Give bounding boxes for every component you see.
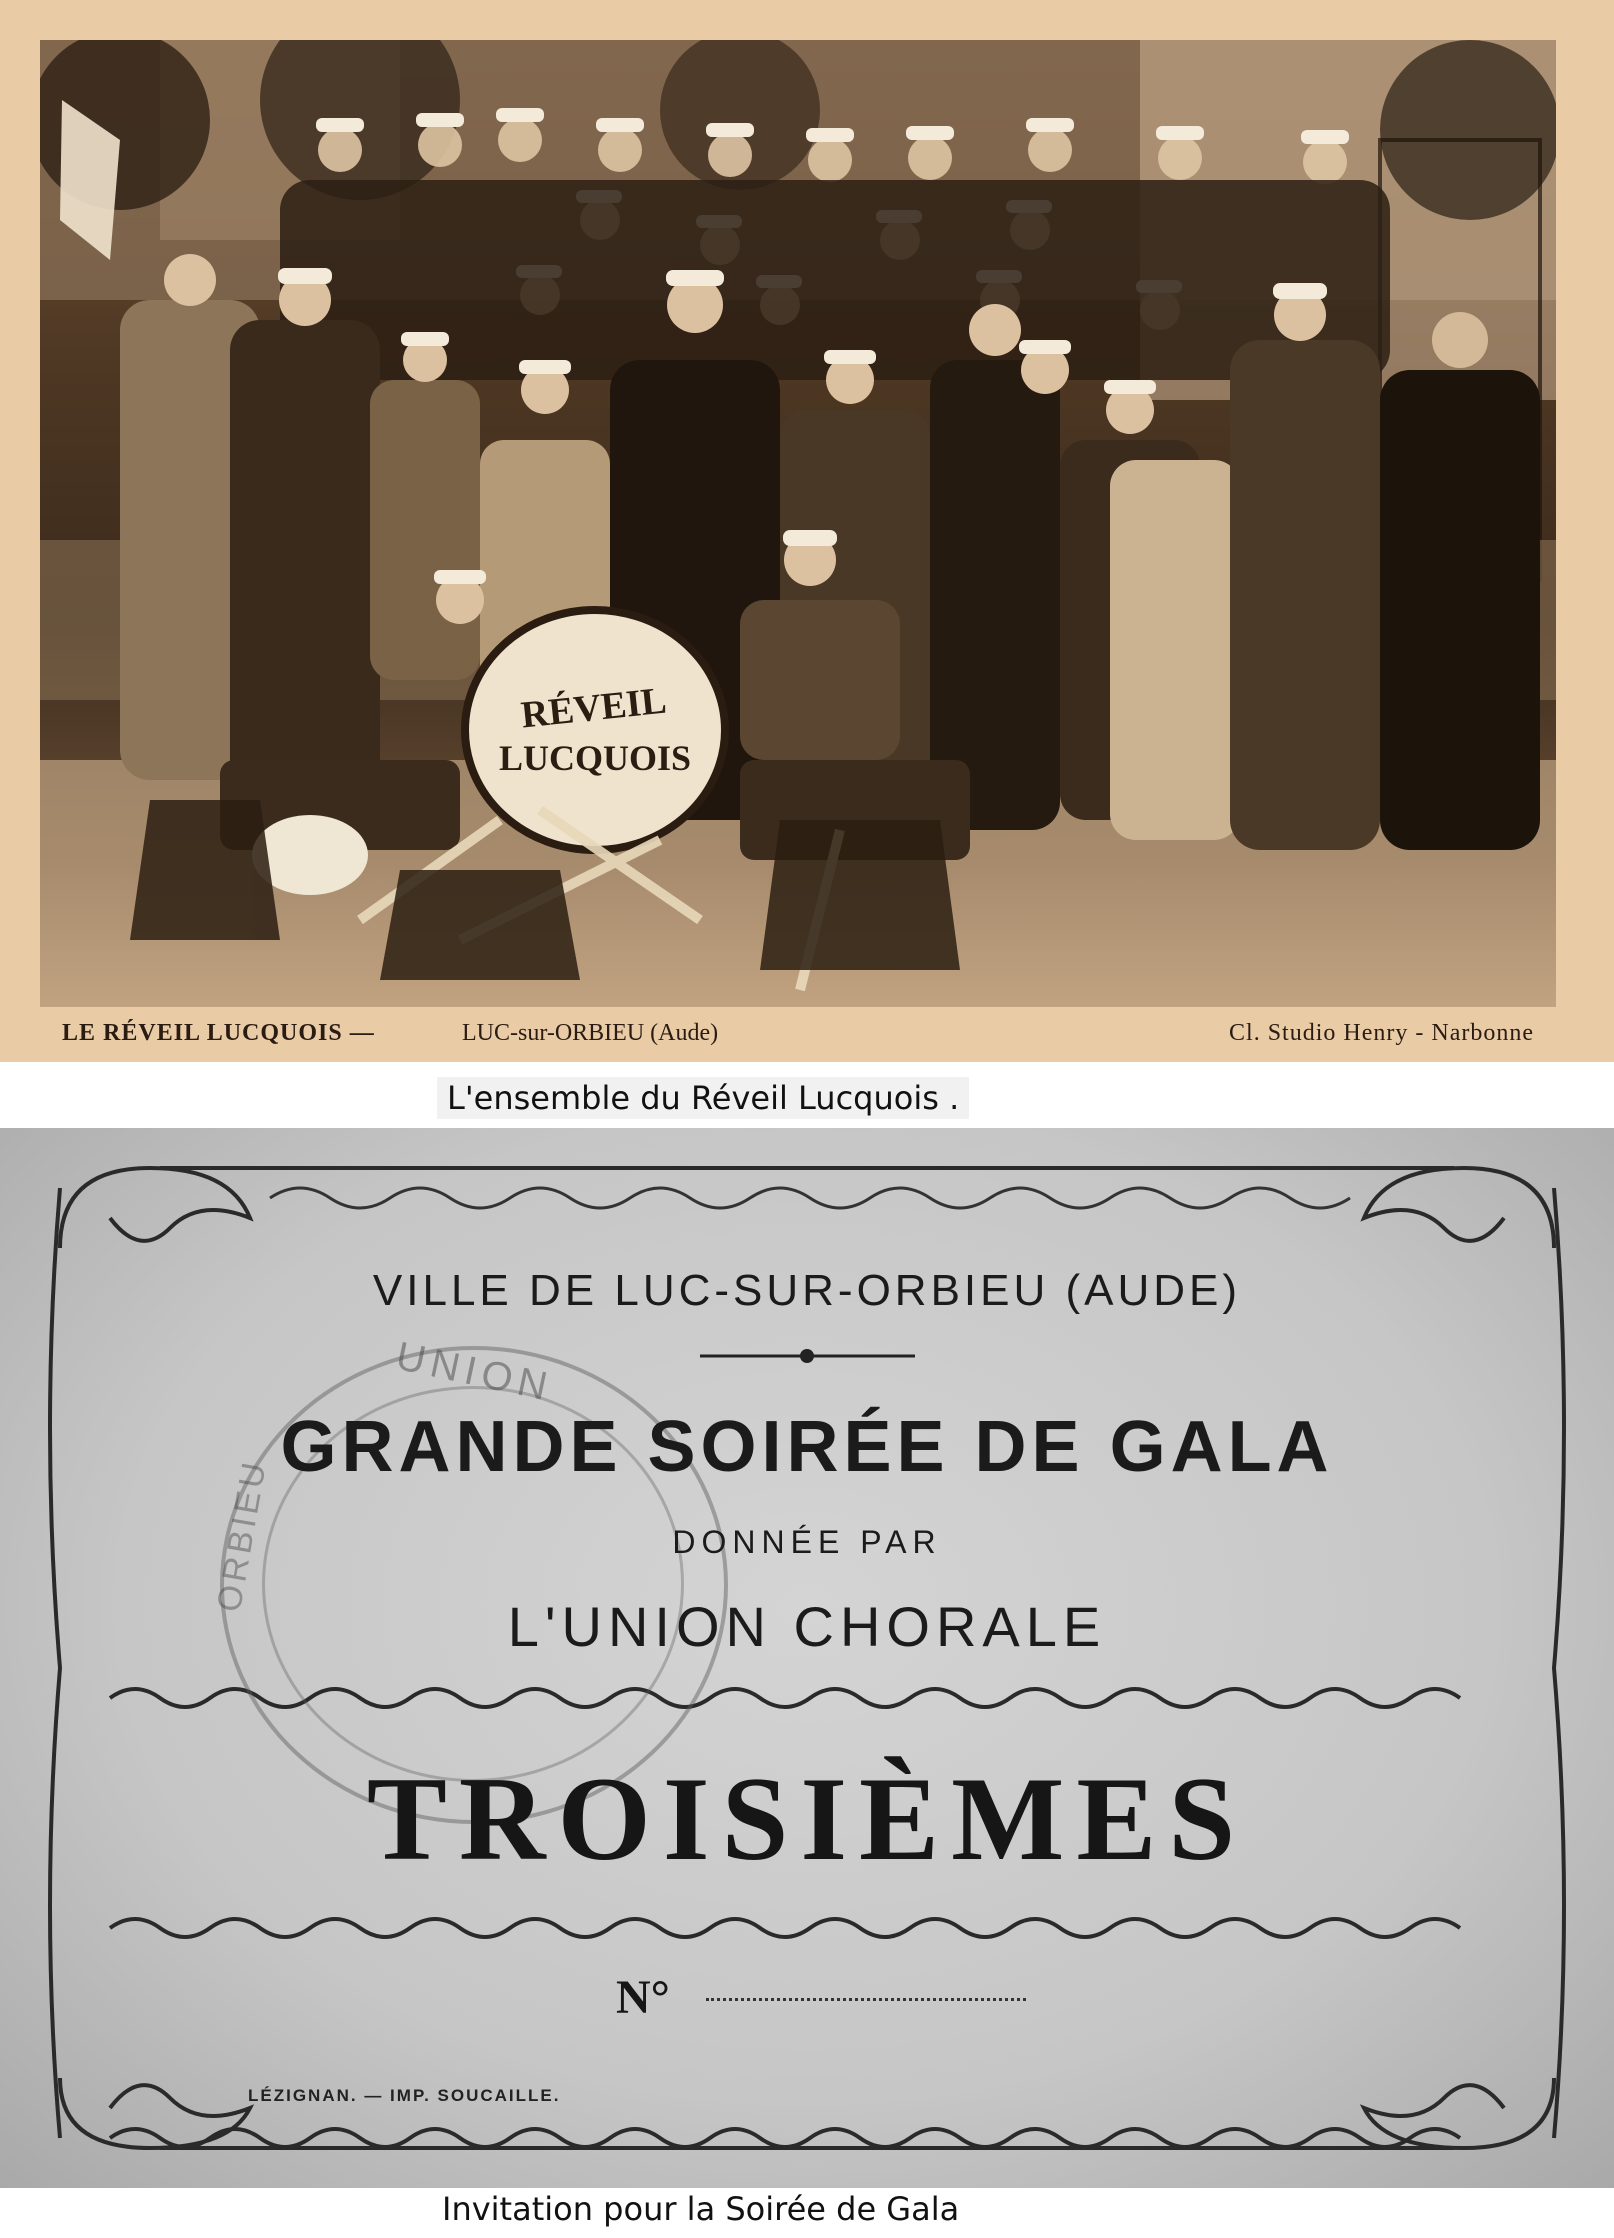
- postcard-caption-studio: Cl. Studio Henry - Narbonne: [1229, 1020, 1534, 1046]
- postcard-caption-title: LE RÉVEIL LUCQUOIS —: [62, 1020, 375, 1046]
- band-photograph: [40, 40, 1556, 1007]
- ticket-label: Invitation pour la Soirée de Gala: [432, 2188, 969, 2230]
- ticket-printer: LÉZIGNAN. — IMP. SOUCAILLE.: [248, 2086, 561, 2105]
- postcard: [0, 0, 1614, 1062]
- ticket-number-label: N°: [616, 1971, 670, 2024]
- ticket-category: TROISIÈMES: [366, 1752, 1248, 1885]
- ticket-given-by: DONNÉE PAR: [672, 1524, 942, 1560]
- ticket-headline: GRANDE SOIRÉE DE GALA: [280, 1407, 1334, 1487]
- drum-text-lucquois: LUCQUOIS: [498, 738, 692, 778]
- band-photo-drawing: [40, 40, 1556, 1007]
- drum-text-reveil: RÉVEIL: [519, 679, 669, 737]
- stamp-text-top: UNION: [392, 1333, 557, 1411]
- ticket-town: VILLE DE LUC-SUR-ORBIEU (AUDE): [372, 1266, 1242, 1315]
- gala-ticket: [0, 1128, 1614, 2188]
- ticket-number-field: [706, 1998, 1026, 2001]
- ticket-organizer: L'UNION CHORALE: [507, 1595, 1107, 1658]
- stamp-text-side: ORBIEU: [210, 1455, 275, 1615]
- postcard-label: L'ensemble du Réveil Lucquois .: [437, 1077, 969, 1119]
- postcard-caption-place: LUC-sur-ORBIEU (Aude): [462, 1020, 719, 1046]
